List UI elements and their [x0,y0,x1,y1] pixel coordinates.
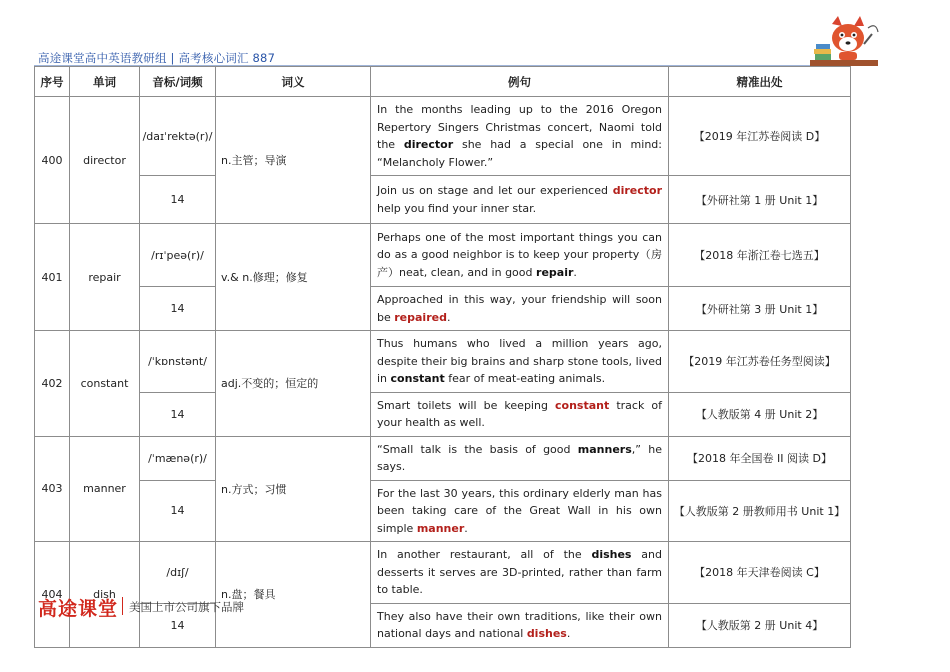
table-row [35,436,851,480]
example-sentence: Join us on stage and let our experienced director help you find your inner star. [371,176,669,224]
footer-divider [122,597,123,615]
example-sentence: Perhaps one of the most important things you can do as a good neighbor is to keep your property（房产）neat, clean, and in good repair. [371,224,669,287]
entry-word: manner [70,436,140,542]
entry-number: 401 [35,224,70,331]
table-row [35,542,851,604]
example-keyword: repaired [394,310,447,324]
example-source: 【2018 年全国卷 II 阅读 D】 [669,436,851,480]
entry-phonetic: /dɪʃ/ [140,542,216,604]
page-header-title: 高途课堂高中英语教研组 | 高考核心词汇 887 [38,51,276,65]
entry-word: dish [70,542,140,648]
entry-frequency: 14 [140,392,216,436]
example-sentence: In another restaurant, all of the dishes and desserts it serves are 3D-printed, rather than farm to table. [371,542,669,604]
example-keyword: repair [536,265,574,279]
example-source: 【2019 年江苏卷阅读 D】 [669,97,851,176]
entry-frequency: 14 [140,603,216,647]
entry-number: 400 [35,97,70,224]
example-keyword: dishes [526,627,567,640]
example-keyword: director [403,138,454,151]
table-header-row [35,67,851,97]
column-header: 音标/词频 [140,67,216,97]
example-source: 【2019 年江苏卷任务型阅读】 [669,331,851,393]
vocabulary-table [34,66,851,648]
example-keyword: manner [416,521,465,535]
table-row [35,97,851,176]
entry-phonetic: /daɪˈrektə(r)/ [140,97,216,176]
example-sentence: They also have their own traditions, like their own national days and national dishes. [371,603,669,647]
table-row [35,480,851,542]
entry-meaning: n.盘；餐具 [216,542,371,648]
column-header: 精准出处 [669,67,851,97]
entry-meaning: n.方式；习惯 [216,436,371,542]
entry-meaning: n.主管；导演 [216,97,371,224]
column-header: 例句 [371,67,669,97]
example-keyword: manners [577,442,632,456]
column-header: 单词 [70,67,140,97]
entry-word: repair [70,224,140,331]
entry-phonetic: /rɪˈpeə(r)/ [140,224,216,287]
entry-meaning: adj.不变的；恒定的 [216,331,371,437]
entry-number: 403 [35,436,70,542]
example-sentence: For the last 30 years, this ordinary elderly man has been taking care of the Great Wall in his own simple manner. [371,480,669,542]
example-source: 【外研社第 3 册 Unit 1】 [669,287,851,331]
entry-meaning: v.& n.修理；修复 [216,224,371,331]
example-sentence: In the months leading up to the 2016 Oregon Repertory Singers Christmas concert, Naomi told the director she had a special one in mind: “Melancholy Flower.” [371,97,669,176]
example-source: 【外研社第 1 册 Unit 1】 [669,176,851,224]
example-sentence: Approached in this way, your friendship will soon be repaired. [371,287,669,331]
entry-word: constant [70,331,140,437]
example-sentence: Thus humans who lived a million years ago, despite their big brains and sharp stone tools, lived in constant fear of meat-eating animals. [371,331,669,393]
entry-frequency: 14 [140,480,216,542]
table-row [35,287,851,331]
example-keyword: constant [390,372,445,385]
table-row [35,331,851,393]
entry-phonetic: /ˈkɒnstənt/ [140,331,216,393]
example-keyword: constant [555,398,610,412]
table-row [35,224,851,287]
example-sentence: Smart toilets will be keeping constant track of your health as well. [371,392,669,436]
example-source: 【2018 年浙江卷七选五】 [669,224,851,287]
entry-phonetic: /ˈmænə(r)/ [140,436,216,480]
column-header: 词义 [216,67,371,97]
column-header: 序号 [35,67,70,97]
footer-tagline: 美国上市公司旗下品牌 [129,600,244,614]
table-row [35,392,851,436]
example-source: 【人教版第 4 册 Unit 2】 [669,392,851,436]
example-sentence: “Small talk is the basis of good manners,” he says. [371,436,669,480]
entry-frequency: 14 [140,287,216,331]
example-source: 【人教版第 2 册 Unit 4】 [669,603,851,647]
entry-number: 402 [35,331,70,437]
example-source: 【2018 年天津卷阅读 C】 [669,542,851,604]
entry-number: 404 [35,542,70,648]
example-source: 【人教版第 2 册教师用书 Unit 1】 [669,480,851,542]
footer-brand-logo: 高途课堂 [38,598,119,620]
entry-frequency: 14 [140,176,216,224]
example-keyword: director [612,184,662,197]
example-keyword: dishes [591,548,632,561]
table-row [35,176,851,224]
mascot-icon [808,14,880,70]
entry-word: director [70,97,140,224]
